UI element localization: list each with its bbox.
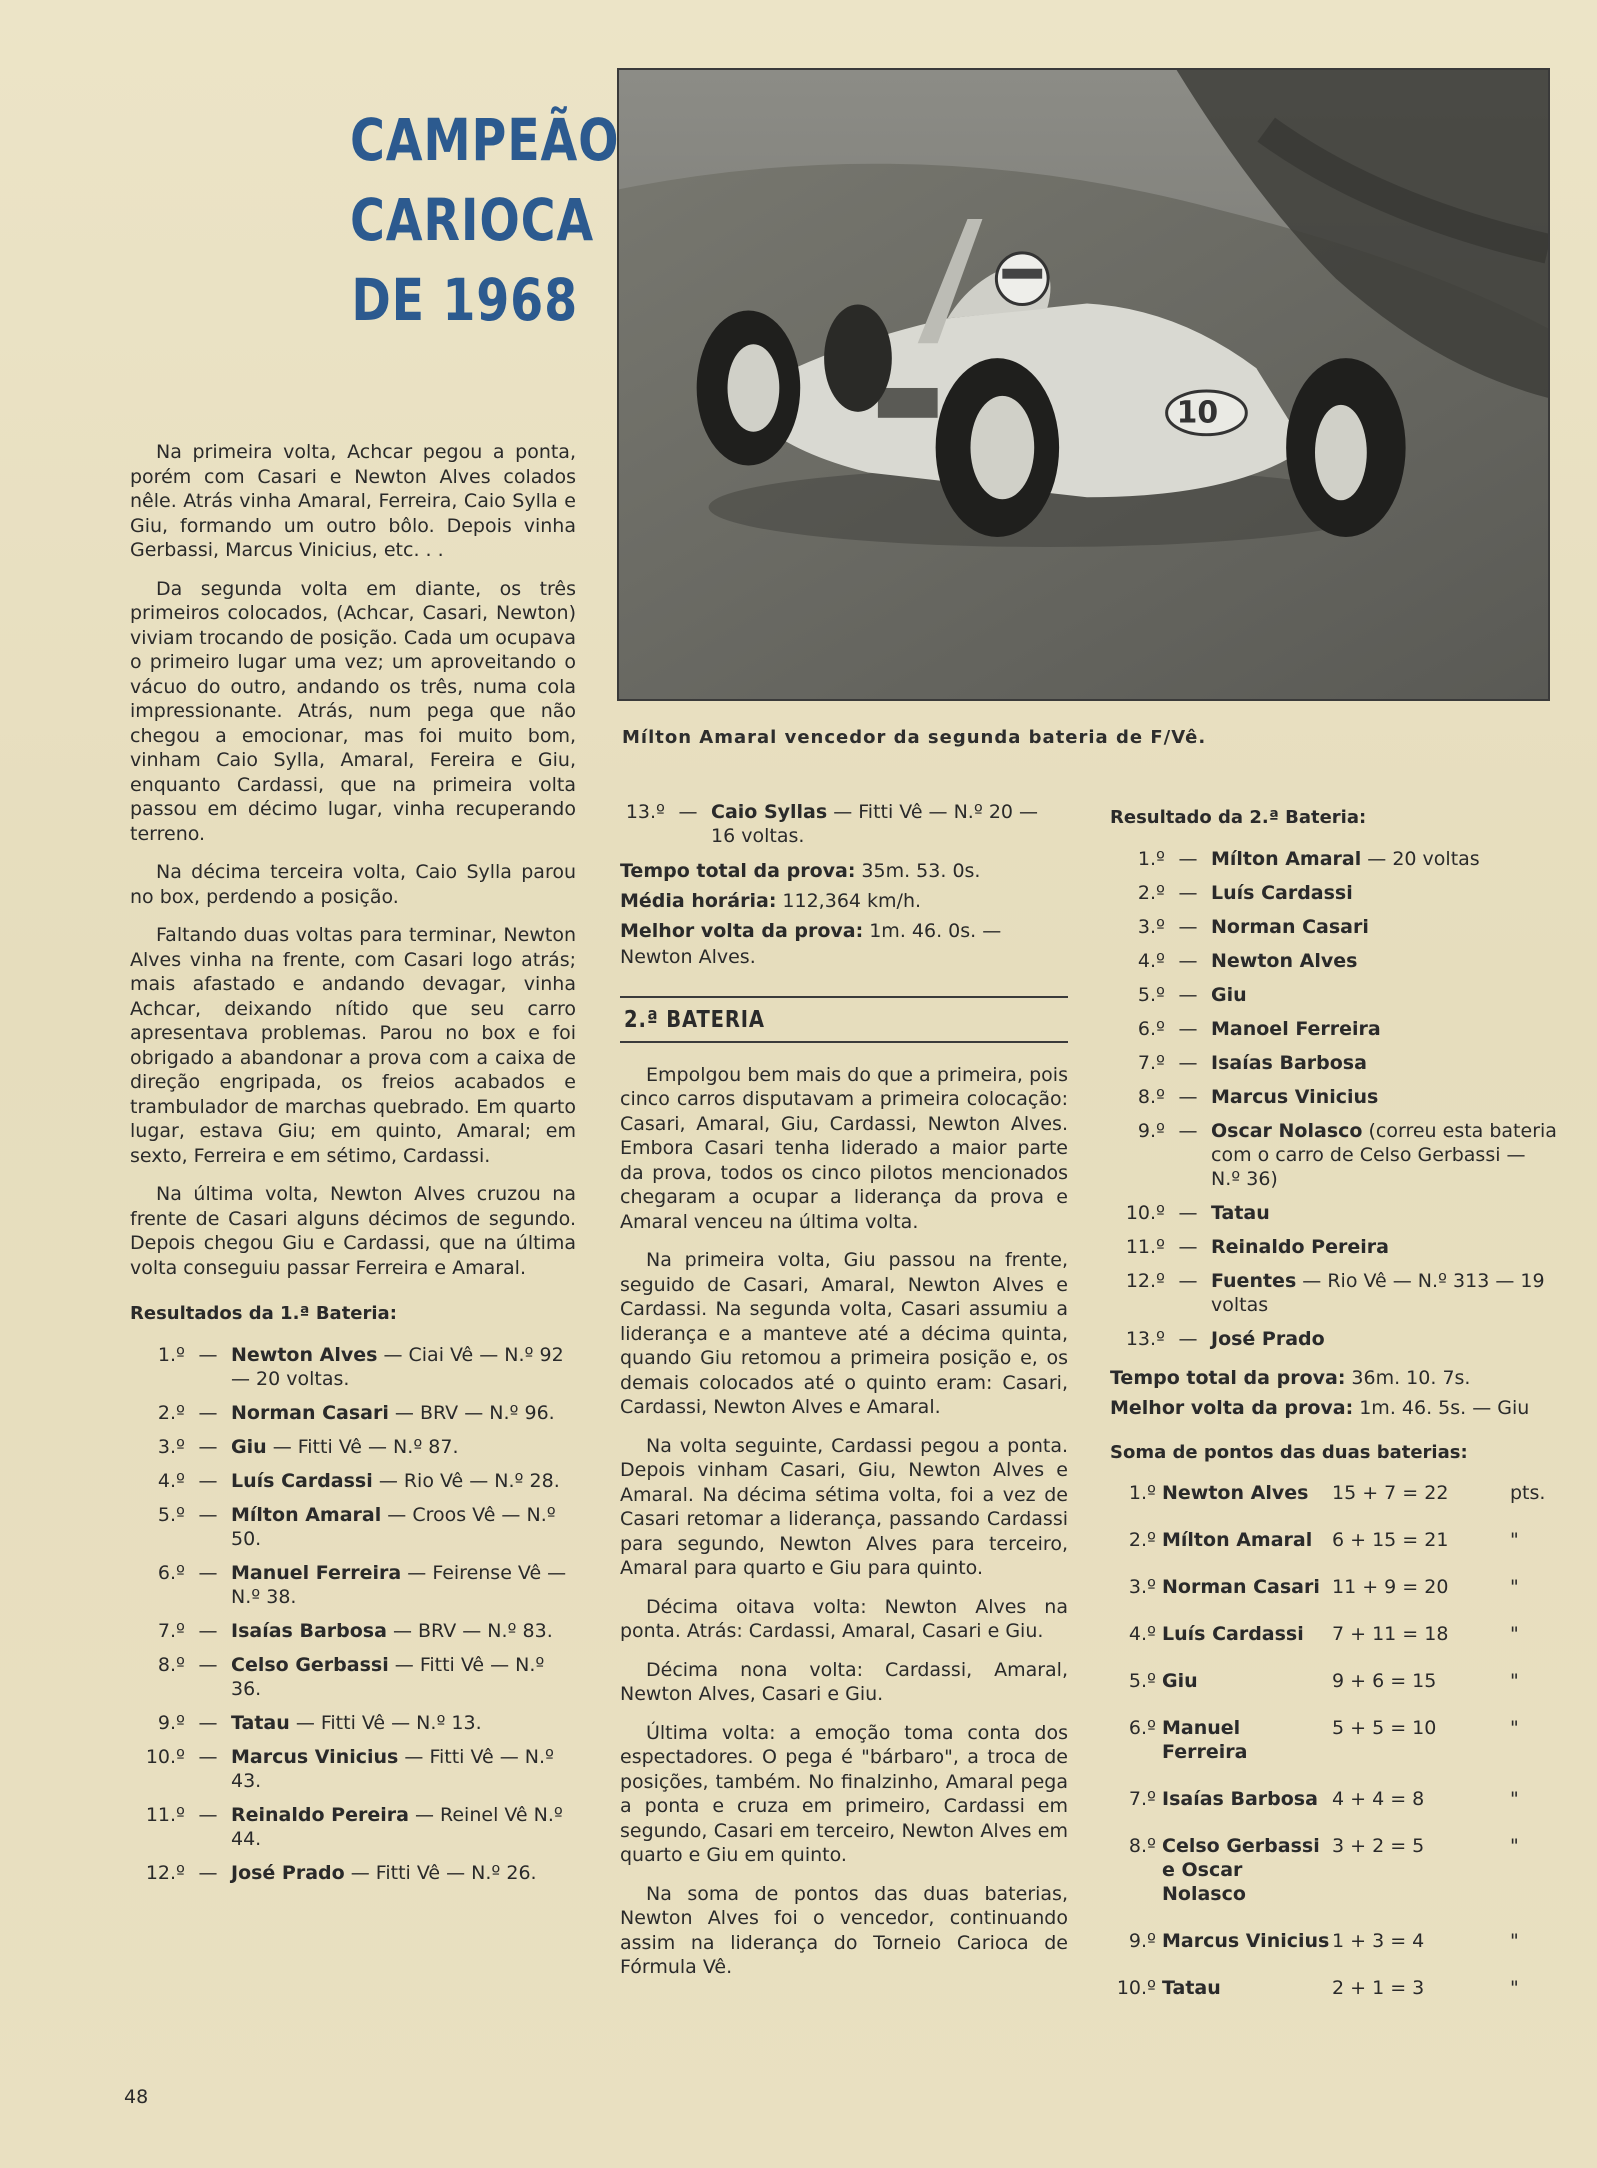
result-text [1211,915,1560,939]
result-driver: Giu [1211,983,1247,1006]
paragraph: Faltando duas voltas para terminar, Newton Alves vinha na frente, com Casari logo atrás; mais afastado e andando devagar, vinha Achcar, deixando nítido que seu carro apresentava problemas. Parou no box e foi obrigado a abandonar a prova com a caixa de direção engripada, os freios acabados e trambulador de marchas quebrado. Em quarto lugar, estava Giu; em quinto, Amaral; em sexto, Ferreira e em sétimo, Cardassi. [130,924,576,1167]
result-driver: Norman Casari [231,1401,389,1424]
result-driver: Giu [231,1435,267,1458]
paragraph: Na primeira volta, Giu passou na frente, seguido de Casari, Amaral, Newton Alves e Cardassi. Na segunda volta, Casari assumiu a liderança e a manteve até a décima quinta, quando Giu retomou a primeira posição e, os demais colocados até o quinto eram: Casari, Cardassi, Newton Alves e Amaral. [620,1249,1068,1418]
title-line-1: CAMPEÃO [350,106,620,174]
result-text [231,1435,576,1459]
result-driver: Oscar Nolasco [1211,1119,1363,1142]
column-1 [130,440,576,1895]
result-dash: — [1178,1085,1198,1108]
result-row [130,1503,576,1551]
result-detail: — Ciai Vê — N.º 92 — 20 voltas. [231,1343,564,1390]
points-row [1110,1929,1560,1953]
result-position: 5.º [1137,983,1165,1006]
result-dash: — [198,1803,218,1826]
result-driver: Fuentes [1211,1269,1297,1292]
result-position: 9.º [1137,1119,1165,1142]
stat-line [620,918,1068,970]
result-row [130,1619,576,1643]
result-dash: — [1178,847,1198,870]
points-driver: Newton Alves [1162,1482,1309,1504]
points-sum: 2 + 1 = 3 [1332,1977,1425,1999]
points-row [1110,1716,1560,1764]
result-detail: — Fitti Vê — N.º 13. [295,1711,482,1734]
result-driver: Isaías Barbosa [1211,1051,1367,1074]
points-driver: Luís Cardassi [1162,1623,1304,1645]
points-row [1110,1528,1560,1552]
stat-label: Média horária: [620,890,777,912]
points-unit: " [1510,1930,1519,1952]
stat-line [1110,1395,1560,1421]
points-sum: 9 + 6 = 15 [1332,1670,1437,1692]
points-sum: 5 + 5 = 10 [1332,1717,1437,1739]
stat-label: Melhor volta da prova: [1110,1396,1354,1419]
title-line-3: DE 1968 [351,266,578,334]
result-position: 13.º [1125,1327,1165,1350]
result-position: 10.º [1125,1201,1165,1224]
result-row [1110,1119,1560,1191]
result-driver: Reinaldo Pereira [1211,1235,1389,1258]
result-row [1110,1269,1560,1317]
result-position: 5.º [157,1503,185,1526]
result-row [130,1803,576,1851]
result-driver: Celso Gerbassi [231,1653,389,1676]
stat-value: 36m. 10. 7s. [1351,1366,1471,1389]
result-row [130,1401,576,1425]
paragraph: Na décima terceira volta, Caio Sylla parou no box, perdendo a posição. [130,861,576,908]
result-row [130,1745,576,1793]
result-detail: — Reinel Vê N.º 44. [231,1803,563,1850]
points-sum: 11 + 9 = 20 [1332,1576,1449,1598]
result-detail: — BRV — N.º 96. [394,1401,555,1424]
title-line-2: CARIOCA [350,186,594,254]
result-text [231,1745,576,1793]
page-number: 48 [124,2086,149,2108]
result-position: 7.º [1137,1051,1165,1074]
points-driver: Manuel Ferreira [1162,1717,1248,1763]
result-position: 12.º [1125,1269,1165,1292]
result-row [130,1653,576,1701]
points-driver: Isaías Barbosa [1162,1788,1318,1810]
points-unit: " [1510,1670,1519,1692]
result-driver: Mílton Amaral [231,1503,382,1526]
result-position: 4.º [1137,949,1165,972]
result-row [130,1711,576,1735]
result-text [1211,847,1560,871]
result-row [620,800,1068,848]
points-sum: 6 + 15 = 21 [1332,1529,1449,1551]
result-dash: — [1178,1201,1198,1224]
result-text [231,1619,576,1643]
stat-label: Tempo total da prova: [620,860,856,882]
result-position: 7.º [157,1619,185,1642]
points-driver: Marcus Vinicius [1162,1930,1330,1952]
result-text [231,1803,576,1851]
result-position: 8.º [1137,1085,1165,1108]
result-position: 11.º [1125,1235,1165,1258]
points-position: 2.º [1128,1529,1156,1551]
result-dash: — [1178,881,1198,904]
points-row [1110,1834,1560,1906]
result-position: 6.º [157,1561,185,1584]
result-text [1211,1327,1560,1351]
stats-block-2 [1110,1365,1560,1421]
points-sum: 3 + 2 = 5 [1332,1835,1425,1857]
stat-label: Melhor volta da prova: [620,920,864,942]
result-driver: Isaías Barbosa [231,1619,387,1642]
result-dash: — [198,1343,218,1366]
result-driver: Marcus Vinicius [1211,1085,1379,1108]
stats-block-1 [620,858,1068,970]
result-text [1211,1201,1560,1225]
result-position: 10.º [145,1745,185,1768]
result-detail: — Fitti Vê — N.º 26. [350,1861,537,1884]
result-row [1110,983,1560,1007]
race-car-photo [617,68,1550,701]
car-number: 10 [1176,395,1219,431]
points-unit: " [1510,1623,1519,1645]
points-row [1110,1669,1560,1693]
result-driver: José Prado [1211,1327,1325,1350]
result-dash: — [1178,949,1198,972]
result-row [1110,881,1560,905]
stat-line [620,858,1068,884]
result-driver: Tatau [1211,1201,1270,1224]
points-unit: " [1510,1977,1519,1999]
divider [620,1041,1068,1043]
result-text [1211,983,1560,1007]
result-driver: Marcus Vinicius [231,1745,399,1768]
points-driver: Norman Casari [1162,1576,1320,1598]
result-detail: — Fitti Vê — N.º 20 — 16 voltas. [711,801,1039,847]
stat-label: Tempo total da prova: [1110,1366,1346,1389]
result-dash: — [198,1401,218,1424]
column-3 [1110,800,1560,2023]
points-position: 4.º [1128,1623,1156,1645]
result-text [1211,1085,1560,1109]
stat-value: 35m. 53. 0s. [861,860,981,882]
result-text [231,1503,576,1551]
result-detail: — Rio Vê — N.º 313 — 19 voltas [1211,1269,1545,1316]
result-dash: — [198,1619,218,1642]
result-position: 3.º [157,1435,185,1458]
photo-caption: Mílton Amaral vencedor da segunda bateria de F/Vê. [622,727,1207,748]
section-heading: 2.ª BATERIA [624,1007,765,1033]
result-text [231,1343,576,1391]
results-list-2 [1110,847,1560,1351]
result-driver: Manuel Ferreira [231,1561,402,1584]
result-row [130,1343,576,1391]
points-row [1110,1481,1560,1505]
result-row [130,1861,576,1885]
result-driver: Caio Syllas [711,801,828,823]
result-position: 2.º [1137,881,1165,904]
points-position: 5.º [1128,1670,1156,1692]
result-position: 11.º [145,1803,185,1826]
stat-value: 1m. 46. 5s. — Giu [1359,1396,1530,1419]
result-detail: (correu esta bateria com o carro de Celso Gerbassi — N.º 36) [1211,1119,1557,1190]
result-driver: Newton Alves [231,1343,378,1366]
result-row [1110,1327,1560,1351]
paragraph: Na volta seguinte, Cardassi pegou a ponta. Depois vinham Casari, Giu, Newton Alves e Amaral. Na décima sétima volta, foi a vez de Casari retomar a liderança, passando Cardassi para segundo, Newton Alves para terceiro, Amaral para quarto e Giu para quinto. [620,1434,1068,1579]
paragraph: Da segunda volta em diante, os três primeiros colocados, (Achcar, Casari, Newton) viviam trocando de posição. Cada um ocupava o primeiro lugar uma vez; um aproveitando o vácuo do outro, andando os três, numa cola impressionante. Atrás, num pega que não chegou a emocionar, mas foi muito bom, vinham Caio Sylla, Amaral, Fereira e Giu, enquanto Cardassi, que na primeira volta passou em décimo lugar, vinha recuperando terreno. [130,577,576,845]
points-position: 8.º [1128,1835,1156,1857]
divider [620,996,1068,998]
result-position: 8.º [157,1653,185,1676]
result-detail: — Feirense Vê — N.º 38. [231,1561,567,1608]
result-row [1110,1017,1560,1041]
points-list [1110,1481,1560,2000]
result-position: 2.º [157,1401,185,1424]
stat-value: 1m. 46. 0s. — Newton Alves. [620,920,1002,968]
result-dash: — [1178,983,1198,1006]
result-dash: — [198,1435,218,1458]
points-unit: " [1510,1788,1519,1810]
result-text [231,1469,576,1493]
paragraph: Décima oitava volta: Newton Alves na ponta. Atrás: Cardassi, Amaral, Casari e Giu. [620,1595,1068,1642]
result-dash: — [678,801,698,823]
paragraph: Empolgou bem mais do que a primeira, pois cinco carros disputavam a primeira colocação: Casari, Amaral, Giu, Cardassi, Newton Alves. Embora Casari tenha liderado a maior parte da prova, todos os cinco pilotos mencionados chegaram a ocupar a liderança da prova e Amaral venceu na última volta. [620,1063,1068,1233]
points-unit: " [1510,1576,1519,1598]
result-text [1211,1235,1560,1259]
result-position: 9.º [157,1711,185,1734]
result-driver: Manoel Ferreira [1211,1017,1381,1040]
result-row [130,1469,576,1493]
result-row [1110,949,1560,973]
points-sum: 1 + 3 = 4 [1332,1930,1425,1952]
paragraph: Décima nona volta: Cardassi, Amaral, Newton Alves, Casari e Giu. [620,1658,1068,1705]
result-dash: — [1178,1051,1198,1074]
result-position: 12.º [145,1861,185,1884]
result-text [231,1561,576,1609]
result-dash: — [198,1469,218,1492]
article-title [350,100,620,340]
result-dash: — [1178,915,1198,938]
points-sum: 15 + 7 = 22 [1332,1482,1449,1504]
stat-line [1110,1365,1560,1391]
points-position: 7.º [1128,1788,1156,1810]
result-driver: Luís Cardassi [1211,881,1353,904]
result-driver: Norman Casari [1211,915,1369,938]
points-position: 9.º [1128,1930,1156,1952]
result-dash: — [198,1861,218,1884]
result-driver: José Prado [231,1861,345,1884]
result-detail: — Fitti Vê — N.º 87. [272,1435,459,1458]
result-driver: Reinaldo Pereira [231,1803,409,1826]
paragraph: Na última volta, Newton Alves cruzou na frente de Casari alguns décimos de segundo. Depois chegou Giu e Cardassi, que na última volta conseguiu passar Ferreira e Amaral. [130,1183,576,1279]
results-heading-2: Resultado da 2.ª Bateria: [1110,807,1367,828]
result-detail: — Croos Vê — N.º 50. [231,1503,556,1550]
result-dash: — [1178,1235,1198,1258]
result-row [1110,915,1560,939]
result-detail: — BRV — N.º 83. [392,1619,553,1642]
result-dash: — [1178,1269,1198,1292]
paragraph: Na primeira volta, Achcar pegou a ponta, porém com Casari e Newton Alves colados nêle. Atrás vinha Amaral, Ferreira, Caio Sylla e Giu, formando um outro bôlo. Depois vinha Gerbassi, Marcus Vinicius, etc. . . [130,441,576,561]
stat-value: 112,364 km/h. [782,890,922,912]
paragraph: Na soma de pontos das duas baterias, Newton Alves foi o vencedor, continuando assim na liderança do Torneio Carioca de Fórmula Vê. [620,1882,1068,1978]
result-position: 6.º [1137,1017,1165,1040]
result-dash: — [198,1561,218,1584]
result-driver: Mílton Amaral [1211,847,1362,870]
result-text [1211,1051,1560,1075]
stat-line [620,888,1068,914]
points-unit: pts. [1510,1482,1546,1504]
points-sum: 7 + 11 = 18 [1332,1623,1449,1645]
result-position: 4.º [157,1469,185,1492]
points-row [1110,1575,1560,1599]
result-position: 3.º [1137,915,1165,938]
result-row [1110,1235,1560,1259]
points-unit: " [1510,1835,1519,1857]
points-position: 10.º [1116,1977,1156,1999]
result-row [1110,1201,1560,1225]
result-driver: Newton Alves [1211,949,1358,972]
result-position: 13.º [625,801,665,823]
result-text [231,1653,576,1701]
race-car-photo-illustration [619,70,1548,699]
column-2 [620,800,1068,1994]
result-text [1211,1269,1560,1317]
result-dash: — [198,1653,218,1676]
points-driver: Tatau [1162,1977,1221,1999]
paragraph: Última volta: a emoção toma conta dos espectadores. O pega é "bárbaro", a troca de posições, também. No finalzinho, Amaral pega a ponta e cruza em primeiro, Cardassi em segundo, Casari em terceiro, Newton Alves em quarto e Giu em quinto. [620,1721,1068,1866]
points-heading: Soma de pontos das duas baterias: [1110,1441,1468,1463]
result-row [1110,1085,1560,1109]
result-row [130,1435,576,1459]
results-list-1 [130,1343,576,1885]
points-row [1110,1622,1560,1646]
points-driver: Celso Gerbassi e Oscar Nolasco [1162,1835,1320,1905]
result-row [1110,1051,1560,1075]
result-text [231,1711,576,1735]
result-text [1211,1119,1560,1191]
result-text [231,1401,576,1425]
result-dash: — [1178,1017,1198,1040]
result-detail: — Fitti Vê — N.º 43. [231,1745,554,1792]
result-driver: Tatau [231,1711,290,1734]
points-unit: " [1510,1717,1519,1739]
result-dash: — [198,1711,218,1734]
points-row [1110,1976,1560,2000]
result-driver: Luís Cardassi [231,1469,373,1492]
result-text [1211,1017,1560,1041]
results-heading-1: Resultados da 1.ª Bateria: [130,1303,397,1324]
points-position: 3.º [1128,1576,1156,1598]
result-detail: — Rio Vê — N.º 28. [378,1469,560,1492]
result-detail: — Fitti Vê — N.º 36. [231,1653,545,1700]
points-driver: Giu [1162,1670,1198,1692]
results-list-1-continued [620,800,1068,848]
result-dash: — [1178,1119,1198,1142]
points-position: 6.º [1128,1717,1156,1739]
points-unit: " [1510,1529,1519,1551]
result-text [711,800,1068,848]
result-dash: — [198,1745,218,1768]
result-position: 1.º [1137,847,1165,870]
result-detail: — 20 voltas [1367,847,1480,870]
result-row [1110,847,1560,871]
result-dash: — [198,1503,218,1526]
result-position: 1.º [157,1343,185,1366]
points-driver: Mílton Amaral [1162,1529,1313,1551]
points-position: 1.º [1128,1482,1156,1504]
result-text [231,1861,576,1885]
result-dash: — [1178,1327,1198,1350]
result-text [1211,949,1560,973]
points-sum: 4 + 4 = 8 [1332,1788,1425,1810]
points-row [1110,1787,1560,1811]
result-row [130,1561,576,1609]
result-text [1211,881,1560,905]
